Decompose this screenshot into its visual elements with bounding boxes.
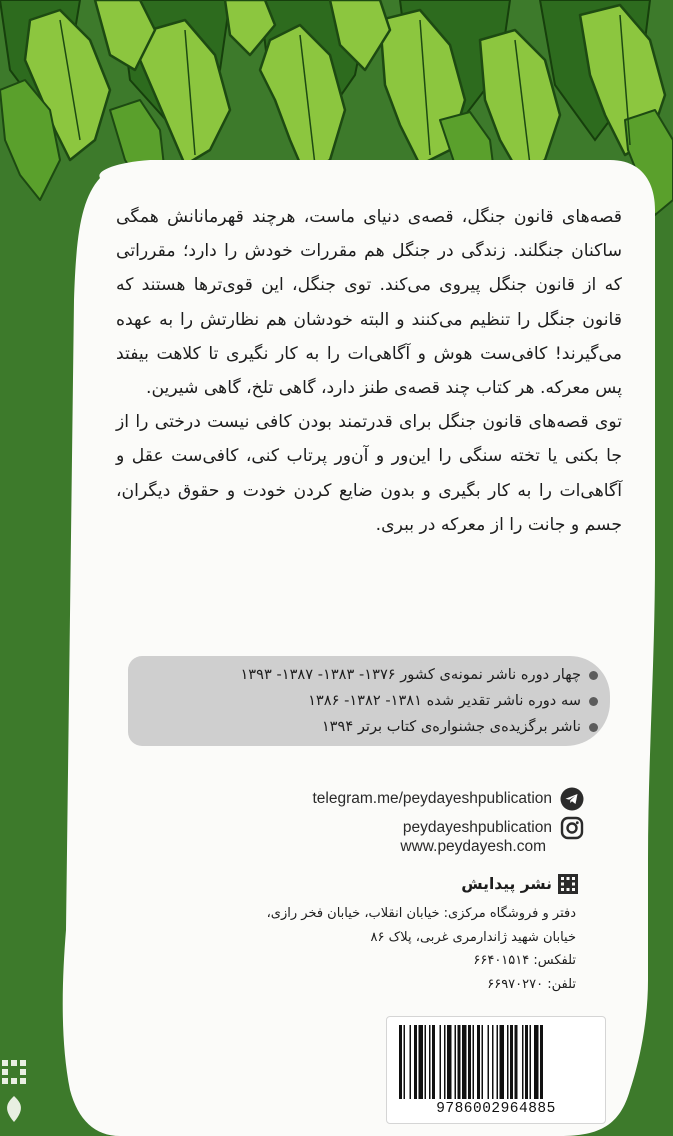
award-item: چهار دوره ناشر نمونه‌ی کشور ۱۳۷۶- ۱۳۸۳- ۱۳۸۷- ۱۳۹۳: [138, 662, 598, 688]
barcode-bar: [432, 1025, 435, 1099]
description-paragraph-1: قصه‌های قانون جنگل، قصه‌ی دنیای ماست، هرچند قهرمانانش همگی ساکنان جنگلند. زندگی در جنگل هم مقررات خودش را دارد؛ مقرراتی که از قانون جنگل پیروی می‌کند. توی جنگل، این قوی‌ترها هستند که قانون جنگل را تنظیم می‌کنند و البته خودشان هم نظارتش را به عهده می‌گیرند! کافی‌ست هوش و آگاهی‌ات را به کار نگیری تا کلاهت بیفتد پس معرکه. هر کتاب چند قصه‌ی طنز دارد، گاهی تلخ، گاهی شیرین.: [116, 207, 622, 399]
barcode-bar: [492, 1025, 494, 1099]
barcode-bar: [440, 1025, 442, 1099]
barcode-bar: [507, 1025, 509, 1099]
publisher-name: نشر پیدایش: [461, 875, 552, 893]
barcode-bar: [414, 1025, 417, 1099]
barcode-bar: [488, 1025, 490, 1099]
barcode-bar: [425, 1025, 427, 1099]
instagram-icon: [560, 816, 584, 840]
barcode-bar: [399, 1025, 402, 1099]
publisher-awards-box: [128, 656, 610, 746]
bullet-icon: [589, 697, 598, 706]
publisher-logo-icon: [558, 874, 578, 894]
address-line-1: دفتر و فروشگاه مرکزی: خیابان انقلاب، خیابان فخر رازی،: [266, 906, 576, 921]
barcode-bar: [458, 1025, 461, 1099]
barcode-bar: [447, 1025, 452, 1099]
barcode-bar: [462, 1025, 467, 1099]
publisher-header: [300, 874, 578, 894]
publisher-address: [200, 902, 576, 996]
barcode-bar: [473, 1025, 475, 1099]
barcode-bar: [500, 1025, 505, 1099]
barcode-bar: [510, 1025, 513, 1099]
barcode-bar: [455, 1025, 457, 1099]
barcode-bars: [397, 1025, 595, 1099]
barcode-bar: [468, 1025, 471, 1099]
barcode-bar: [540, 1025, 543, 1099]
barcode-bar: [515, 1025, 518, 1099]
book-description: [116, 200, 622, 542]
barcode-bar: [429, 1025, 431, 1099]
award-item: ناشر برگزیده‌ی جشنواره‌ی کتاب برتر ۱۳۹۴: [138, 714, 598, 740]
barcode-bar: [444, 1025, 446, 1099]
social-links: [220, 786, 584, 844]
barcode-bar: [482, 1025, 484, 1099]
description-paragraph-2: توی قصه‌های قانون جنگل برای قدرتمند بودن کافی نیست درختی را از جا بکنی یا تخته سنگی را این‌ور و آن‌ور پرتاب کنی، کافی‌ست عقل و آگاهی‌ات را به کار بگیری و بدون ضایع کردن خودت و حقوق دیگران، جسم و جانت را از معرکه در ببری.: [116, 412, 622, 535]
telegram-link[interactable]: [220, 786, 584, 812]
publisher-corner-logo-icon: [0, 1058, 36, 1128]
barcode-bar: [410, 1025, 412, 1099]
barcode-bar: [404, 1025, 406, 1099]
barcode-bar: [525, 1025, 528, 1099]
fax-number: تلفکس: ۶۶۴۰۱۵۱۴: [473, 953, 576, 968]
website-link[interactable]: www.peydayesh.com: [400, 838, 546, 855]
isbn-barcode: [386, 1016, 606, 1124]
barcode-bar: [530, 1025, 532, 1099]
barcode-bar: [522, 1025, 524, 1099]
barcode-bar: [534, 1025, 539, 1099]
isbn-number: 9786002964885: [436, 1101, 556, 1117]
barcode-bar: [419, 1025, 424, 1099]
bullet-icon: [589, 723, 598, 732]
bullet-icon: [589, 671, 598, 680]
address-line-2: خیابان شهید ژاندارمری غربی، پلاک ۸۶: [370, 929, 576, 945]
barcode-bar: [497, 1025, 499, 1099]
telegram-url[interactable]: telegram.me/peydayeshpublication: [312, 790, 552, 807]
telegram-icon: [560, 787, 584, 811]
barcode-bar: [477, 1025, 480, 1099]
phone-number: تلفن: ۶۶۹۷۰۲۷۰: [487, 976, 576, 992]
award-item: سه دوره ناشر تقدیر شده ۱۳۸۱- ۱۳۸۲- ۱۳۸۶: [138, 688, 598, 714]
instagram-handle[interactable]: peydayeshpublication: [402, 819, 552, 836]
